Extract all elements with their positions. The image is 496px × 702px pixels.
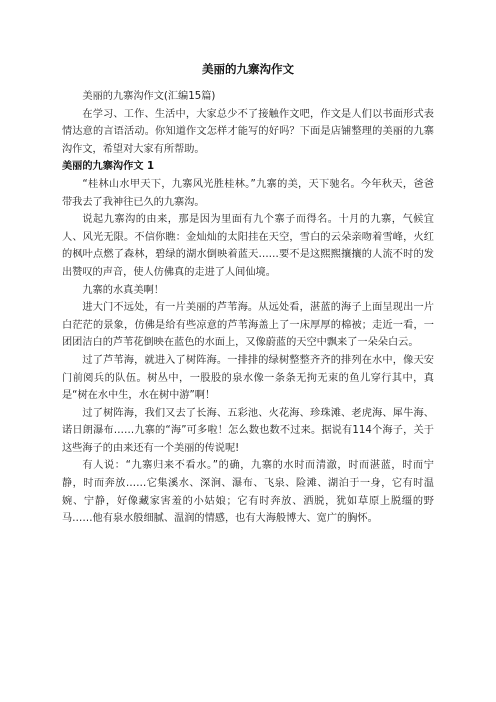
body-paragraph: 过了芦苇海，就进入了树阵海。一排排的绿树整整齐齐的排列在水中，像天安门前阅兵的队伍。树丛中，一股股的泉水像一条条无拘无束的鱼儿穿行其中，真是“树在水中生，水在树中游”啊！ <box>62 354 434 402</box>
section-heading: 美丽的九寨沟作文 1 <box>62 161 155 173</box>
body-paragraph: 有人说：“九寨归来不看水。”的确，九寨的水时而清澈，时而湛蓝，时而宁静，时而奔放……它集溪水、深涧、瀑布、飞泉、险滩、湖泊于一身，它有时温婉、宁静，好像藏家害羞的小姑娘；它有时奔放、洒脱，犹如草原上脱缰的野马……他有泉水般细腻、温润的情感，也有大海般博大、宽广的胸怀。 <box>62 460 434 525</box>
document-page <box>62 60 434 528</box>
body-paragraph: 九寨的水真美啊！ <box>82 284 164 296</box>
body-paragraph: 过了树阵海，我们又去了长海、五彩池、火花海、珍珠滩、老虎海、犀牛海、诺日朗瀑布……九寨的“海”可多啦！怎么数也数不过来。据说有114个海子，关于这些海子的由来还有一个美丽的传说呢! <box>62 407 434 454</box>
intro-paragraph: 在学习、工作、生活中，大家总少不了接触作文吧，作文是人们以书面形式表情达意的言语活动。你知道作文怎样才能写的好吗？下面是店铺整理的美丽的九寨沟作文，希望对大家有所帮助。 <box>62 108 434 155</box>
subtitle-paragraph: 美丽的九寨沟作文(汇编15篇) <box>82 91 216 102</box>
body-paragraph: 进大门不远处，有一片美丽的芦苇海。从远处看，湛蓝的海子上面呈现出一片白茫茫的景象，仿佛是给有些凉意的芦苇海盖上了一床厚厚的棉被；走近一看，一团团洁白的芦苇花倒映在蓝色的水面上，又像蔚蓝的天空中飘来了一朵朵白云。 <box>62 302 434 349</box>
body-paragraph: “桂林山水甲天下，九寨风光胜桂林。”九寨的美，天下驰名。今年秋天，爸爸带我去了我神往已久的九寨沟。 <box>62 178 434 208</box>
document-title: 美丽的九寨沟作文 <box>202 62 294 76</box>
body-paragraph: 说起九寨沟的由来，那是因为里面有九个寨子而得名。十月的九寨，气候宜人、风光无限。不信你瞧：金灿灿的太阳挂在天空，雪白的云朵亲吻着雪峰，火红的枫叶点燃了森林，碧绿的湖水倒映着蓝天……要不是这熙熙攘攘的人流不时的发出赞叹的声音，使人仿佛真的走进了人间仙境。 <box>62 214 434 278</box>
